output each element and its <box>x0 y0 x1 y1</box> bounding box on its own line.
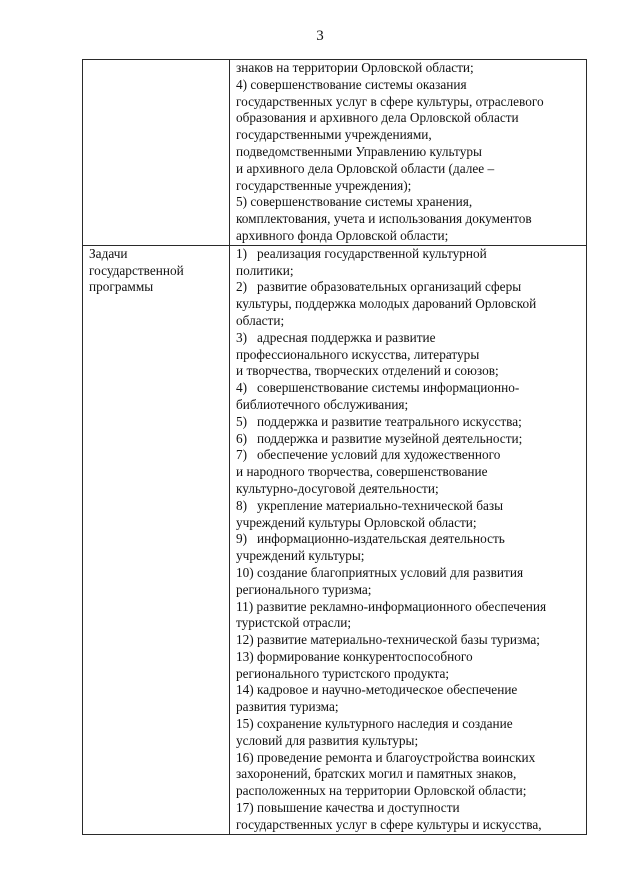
item-text-line: 4) совершенствование системы информационно- <box>236 380 520 396</box>
item-text-line: библиотечного обслуживания; <box>236 396 409 412</box>
list-item <box>236 682 586 716</box>
list-item <box>236 800 586 834</box>
item-text-line: 5) поддержка и развитие театрального искусства; <box>236 413 522 429</box>
item-text-line: 4) совершенствование системы оказания <box>236 76 467 92</box>
row-label-line: государственной <box>89 262 184 278</box>
item-text-line: государственных услуг в сфере культуры и искусства, <box>236 816 542 832</box>
item-text-line: государственными учреждениями, <box>236 127 432 143</box>
row-label-line: программы <box>89 279 154 295</box>
list-item <box>236 246 586 280</box>
item-text-line: профессионального искусства, литературы <box>236 346 480 362</box>
item-text-line: и архивного дела Орловской области (далее – <box>236 160 495 176</box>
list-item <box>236 380 586 414</box>
item-text-line: 1) реализация государственной культурной <box>236 245 487 261</box>
item-text-line: учреждений культуры Орловской области; <box>236 514 477 530</box>
list-item <box>236 498 586 532</box>
item-text-line: культуры, поддержка молодых дарований Орловской <box>236 296 537 312</box>
item-text-line: захоронений, братских могил и памятных знаков, <box>236 766 517 782</box>
item-text-line: 10) создание благоприятных условий для развития <box>236 564 524 580</box>
item-text-line: государственных услуг в сфере культуры, отраслевого <box>236 93 544 109</box>
item-text-line: 13) формирование конкурентоспособного <box>236 648 473 664</box>
program-passport-table <box>82 59 587 835</box>
list-item <box>236 750 586 800</box>
item-text-line: образования и архивного дела Орловской области <box>236 110 519 126</box>
item-text-line: 7) обеспечение условий для художественного <box>236 447 501 463</box>
page-number: 3 <box>316 28 324 44</box>
list-item <box>236 77 586 195</box>
list-item <box>236 716 586 750</box>
item-text-line: политики; <box>236 262 294 278</box>
item-text-line: государственные учреждения); <box>236 177 412 193</box>
item-text-line: туристской отрасли; <box>236 615 352 631</box>
item-text-line: 14) кадровое и научно-методическое обеспечение <box>236 682 518 698</box>
table-row <box>83 60 587 246</box>
list-item <box>236 431 586 448</box>
item-text-line: подведомственными Управлению культуры <box>236 143 482 159</box>
list-item <box>236 194 586 244</box>
list-item <box>236 649 586 683</box>
item-text-line: области; <box>236 312 285 328</box>
item-text-line: развития туризма; <box>236 699 339 715</box>
list-item <box>236 279 586 329</box>
item-text-line: расположенных на территории Орловской области; <box>236 783 527 799</box>
item-text-line: культурно-досуговой деятельности; <box>236 480 439 496</box>
item-text-line: 9) информационно-издательская деятельность <box>236 531 505 547</box>
item-text-line: регионального туризма; <box>236 581 372 597</box>
row-content-cell <box>230 245 587 834</box>
item-text-line: 17) повышение качества и доступности <box>236 800 460 816</box>
list-item <box>236 330 586 380</box>
row-label-line: Задачи <box>89 245 128 261</box>
item-text-line: 6) поддержка и развитие музейной деятельности; <box>236 430 523 446</box>
list-item <box>236 599 586 633</box>
list-item <box>236 531 586 565</box>
table-row <box>83 245 587 834</box>
item-text-line: знаков на территории Орловской области; <box>236 60 474 75</box>
item-text-line: 15) сохранение культурного наследия и создание <box>236 716 513 732</box>
item-text-line: и народного творчества, совершенствование <box>236 464 488 480</box>
list-item <box>236 447 586 497</box>
item-text-line: архивного фонда Орловской области; <box>236 227 449 243</box>
row-label-cell <box>83 60 230 246</box>
item-text-line: учреждений культуры; <box>236 548 365 564</box>
item-text-line: комплектования, учета и использования документов <box>236 211 532 227</box>
list-item <box>236 565 586 599</box>
row-label-cell <box>83 245 230 834</box>
item-text-line: регионального туристского продукта; <box>236 665 450 681</box>
item-text-line: 5) совершенствование системы хранения, <box>236 194 473 210</box>
item-text-line: 3) адресная поддержка и развитие <box>236 329 436 345</box>
row-content-cell <box>230 60 587 246</box>
item-text-line: 11) развитие рекламно-информационного обеспечения <box>236 598 547 614</box>
item-text-line: 8) укрепление материально-технической базы <box>236 497 504 513</box>
item-text-line: 12) развитие материально-технической базы туризма; <box>236 632 540 648</box>
list-item <box>236 414 586 431</box>
list-item <box>236 60 586 77</box>
item-text-line: условий для развития культуры; <box>236 732 419 748</box>
item-text-line: 2) развитие образовательных организаций сферы <box>236 279 522 295</box>
item-text-line: 16) проведение ремонта и благоустройства воинских <box>236 749 536 765</box>
list-item <box>236 632 586 649</box>
item-text-line: и творчества, творческих отделений и союзов; <box>236 363 499 379</box>
